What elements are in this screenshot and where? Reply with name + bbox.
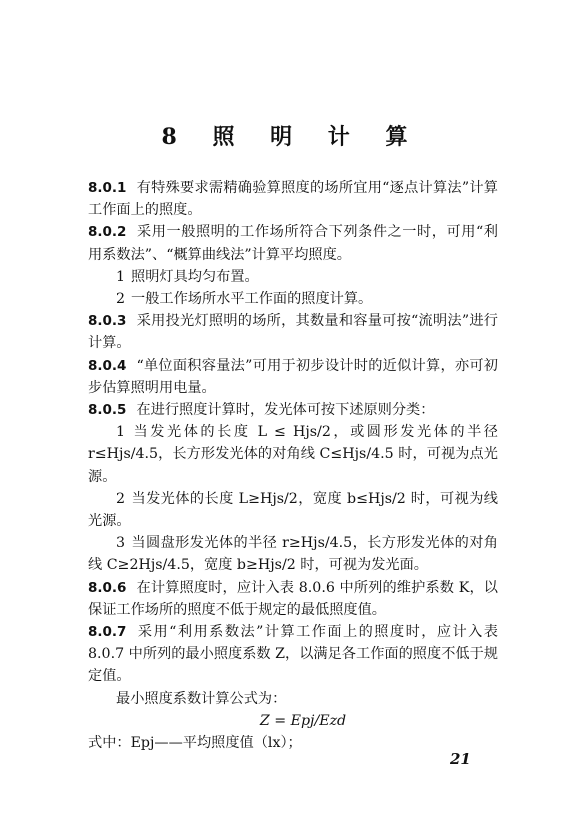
chapter-heading: 8 照 明 计 算	[161, 124, 422, 150]
item-number: 1	[116, 268, 126, 285]
item-text: 照明灯具均匀布置。	[131, 268, 259, 285]
clause-text: “单位面积容量法”可用于初步设计时的近似计算，亦可初步估算照明用电量。	[88, 357, 498, 396]
item-text: 当圆盘形发光体的半径 r≥Hjs/4.5，长方形发光体的对角线 C≥2Hjs/4.5，宽度 b≥Hjs/2 时，可视为发光面。	[88, 535, 498, 574]
item-text: 当发光体的长度 L≥Hjs/2，宽度 b≤Hjs/2 时，可视为线光源。	[88, 490, 498, 530]
clause-number: 8.0.3	[88, 313, 127, 330]
clause-8-0-5-item-3	[88, 532, 498, 576]
clause-number: 8.0.4	[88, 357, 127, 374]
item-number: 2	[116, 291, 126, 308]
clause-text: 采用一般照明的工作场所符合下列条件之一时，可用“利用系数法”、“概算曲线法”计算平均照度。	[88, 224, 498, 263]
clause-8-0-5-item-1	[88, 421, 498, 488]
clause-text: 在计算照度时，应计入表 8.0.6 中所列的维护系数 K，以保证工作场所的照度不低于规定的最低照度值。	[88, 579, 498, 618]
formula: Z = Epj/Ezd	[259, 712, 347, 729]
formula-intro: 最小照度系数计算公式为：	[116, 690, 287, 707]
clause-8-0-2	[88, 221, 498, 265]
clause-8-0-5-item-2	[88, 488, 498, 532]
clause-8-0-1	[88, 177, 498, 221]
clause-8-0-4	[88, 355, 498, 399]
clause-text: 采用投光灯照明的场所，其数量和容量可按“流明法”进行计算。	[88, 313, 498, 352]
clause-8-0-2-item-2	[88, 288, 498, 310]
item-text: 一般工作场所水平工作面的照度计算。	[131, 291, 373, 308]
page-number: 21	[450, 750, 471, 768]
formula-legend: 式中：Epj——平均照度值（lx）；	[88, 735, 302, 752]
clause-8-0-6	[88, 577, 498, 621]
clause-number: 8.0.7	[88, 624, 127, 641]
clause-8-0-2-item-1	[88, 266, 498, 288]
clause-text: 有特殊要求需精确验算照度的场所宜用“逐点计算法”计算工作面上的照度。	[88, 180, 498, 219]
clause-8-0-7	[88, 621, 498, 688]
item-text: 当发光体的长度 L ≤ Hjs/2，或圆形发光体的半径 r≤Hjs/4.5，长方形发光体的对角线 C≤Hjs/4.5 时，可视为点光源。	[88, 424, 498, 485]
clause-text: 在进行照度计算时，发光体可按下述原则分类：	[136, 402, 435, 419]
clause-number: 8.0.5	[88, 402, 127, 419]
clause-number: 8.0.6	[88, 579, 127, 596]
item-number: 1	[116, 424, 126, 441]
clause-number: 8.0.1	[88, 180, 127, 196]
clause-8-0-5	[88, 399, 498, 421]
clause-number: 8.0.2	[88, 224, 127, 241]
clause-8-0-3	[88, 310, 498, 354]
item-number: 2	[116, 490, 126, 507]
body-content	[88, 177, 498, 754]
item-number: 3	[116, 535, 126, 552]
clause-text: 采用“利用系数法”计算工作面上的照度时，应计入表 8.0.7 中所列的最小照度系数 Z，以满足各工作面的照度不低于规定值。	[88, 624, 498, 685]
